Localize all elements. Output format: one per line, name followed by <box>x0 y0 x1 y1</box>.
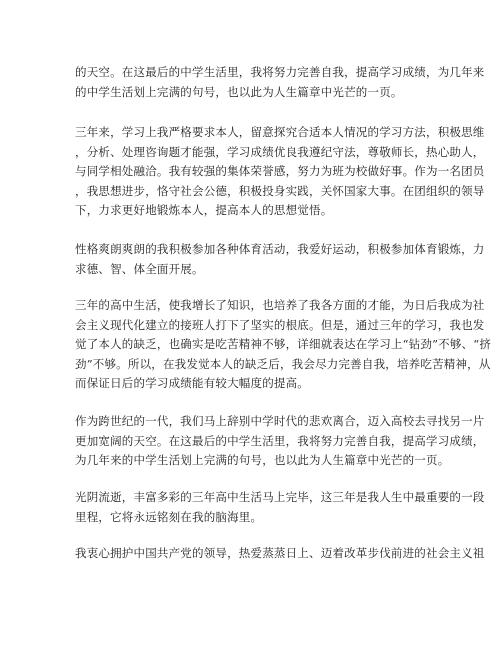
text-line: 而保证日后的学习成绩能有较大幅度的提高。 <box>75 376 309 390</box>
text-line: 与同学相处融洽。我有较强的集体荣誉感，努力为班为校做好事。作为一名团员 <box>75 164 485 178</box>
text-line: 性格爽朗爽朗的我积极参加各种体育活动，我爱好运动，积极参加体育锻炼，力 <box>75 242 485 256</box>
paragraph-2 <box>75 123 485 221</box>
text-line: 的中学生活划上完满的句号，也以此为人生篇章中光芒的一页。 <box>75 84 403 99</box>
text-line: 的天空。在这最后的中学生活里，我将努力完善自我，提高学习成绩，为几年来 <box>75 65 485 79</box>
paragraph-3 <box>75 240 485 279</box>
paragraph-6 <box>75 488 485 527</box>
paragraph-7 <box>75 544 485 564</box>
text-line: 光阴流逝，丰富多彩的三年高中生活马上完毕，这三年是我人生中最重要的一段 <box>75 490 485 504</box>
text-line: 为几年来的中学生活划上完满的句号，也以此为人生篇章中光芒的一页。 <box>75 453 450 467</box>
text-line: 下，力求更好地锻炼本人，提高本人的思想觉悟。 <box>75 203 333 217</box>
text-line: ，分析、处理咨询题才能强，学习成绩优良我遵纪守法，尊敬师长，热心助人， <box>75 144 485 159</box>
paragraph-5 <box>75 412 485 471</box>
text-line: 觉了本人的缺乏，也确实是吃苦精神不够，详细就表达在学习上“钻劲”不够、“挤 <box>75 337 492 351</box>
paragraph-1 <box>75 63 485 102</box>
text-line: 里程，它将永远铭刻在我的脑海里。 <box>75 509 263 524</box>
text-line: ，我思想进步，恪守社会公德，积极投身实践，关怀国家大事。在团组织的领导 <box>75 183 485 198</box>
text-line: 三年的高中生活，使我增长了知识，也培养了我各方面的才能，为日后我成为社 <box>75 298 485 312</box>
text-line: 求德、智、体全面开展。 <box>75 261 204 276</box>
text-line: 我衷心拥护中国共产党的领导，热爱蒸蒸日上、迈着改革步伐前进的社会主义祖 <box>75 546 485 560</box>
text-line: 三年来，学习上我严格要求本人，留意探究合适本人情况的学习方法，积极思维 <box>75 125 485 139</box>
text-line: 劲”不够。所以，在我发觉本人的缺乏后，我会尽力完善自我，培养吃苦精神，从 <box>75 356 491 371</box>
text-line: 会主义现代化建立的接班人打下了坚实的根底。但是，通过三年的学习，我也发 <box>75 317 485 332</box>
text-line: 更加宽阔的天空。在这最后的中学生活里，我将努力完善自我，提高学习成绩， <box>75 433 485 448</box>
text-line: 作为跨世纪的一代，我们马上辞别中学时代的悲欢离合，迈入高校去寻找另一片 <box>75 414 485 428</box>
paragraph-4 <box>75 296 492 394</box>
